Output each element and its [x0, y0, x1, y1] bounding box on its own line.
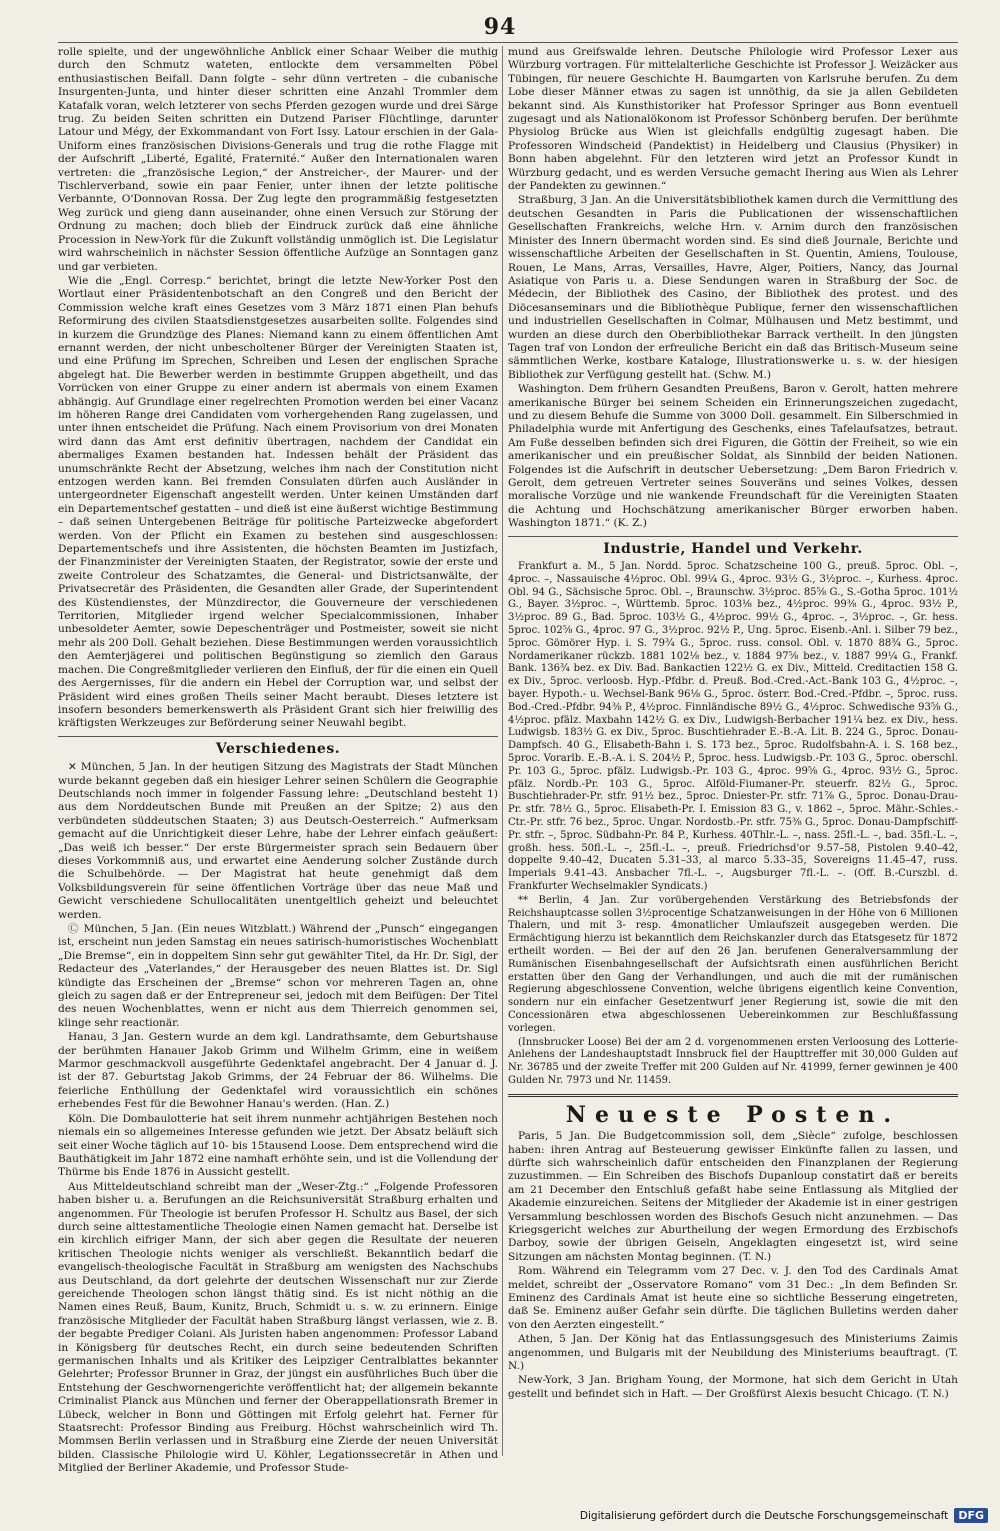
right-column — [508, 46, 958, 1486]
article-paragraph: mund aus Greifswalde lehren. Deutsche Philologie wird Professor Lexer aus Würzburg vortragen. Für mittelalterliche Geschichte ist Professor J. Weizäcker aus Tübingen, für neuere Geschichte H. Baumgarten von Karlsruhe berufen. Zu dem Lobe dieser Männer etwas zu sagen ist unnöthig, da sie ja allen Gebildeten bekannt sind. Als Kunsthistoriker hat Professor Springer aus Bonn eventuell zugesagt und als Nationalökonom ist Professor Schönberg berufen. Der berühmte Physiolog Brücke aus Wien ist gleichfalls endgültig zugesagt haben. Die Professoren Windscheid (Pandektist) in Heidelberg und Clausius (Physiker) in Bonn haben abgelehnt. Für den letzteren wird jetzt an Professor Kundt in Würzburg gedacht, und es werden Versuche gemacht Ihering aus Wien als Lehrer der Pandekten zu gewinnen.“ — [508, 46, 958, 193]
news-paragraph: New-York, 3 Jan. Brigham Young, der Mormone, hat sich dem Gericht in Utah gestellt und befindet sich in Haft. — Der Großfürst Alexis besucht Chicago. (T. N.) — [508, 1374, 958, 1400]
page-number: 94 — [483, 14, 517, 40]
article-paragraph: Ⓒ München, 5 Jan. (Ein neues Witzblatt.) Während der „Punsch“ eingegangen ist, erscheint nun jeden Samstag ein neues satirisch-humoristisches Wochenblatt „Die Bremse“, ein in doppeltem Sinn sehr gut gewählter Titel, da Hr. Dr. Sigl, der Redacteur des „Vaterlandes,“ der Herausgeber des neuen Blattes ist. Dr. Sigl kündigte das Erscheinen der „Bremse“ schon vor mehreren Tagen an, ohne gleich zu sagen daß er der Entrepreneur sei, jedoch mit dem Beifügen: Der Titel des neuen Wochenblattes, wenn er nicht aus dem Thierreich genommen sei, klinge sehr reactionär. — [58, 923, 498, 1029]
article-paragraph: rolle spielte, und der ungewöhnliche Anblick einer Schaar Weiber die muthig durch den Schmutz wateten, entlockte dem versammelten Pöbel enthusiastischen Beifall. Dann folgte – sehr dünn vertreten – die cubanische Insurgenten-Junta, und hinter dieser schritten eine Anzahl Trommler dem Katafalk voran, welch letzterer von sechs Pferden gezogen wurde und drei Särge trug. Zu beiden Seiten schritten ein Dutzend Pariser Flüchtlinge, darunter Latour und Mégy, der Exkommandant von Fort Issy. Latour erschien in der Gala-Uniform eines französischen Divisions-Generals und trug die rothe Flagge mit der Aufschrift „Liberté, Egalité, Fraternité.“ Außer den Internationalen waren vertreten: die „französische Legion,“ der Anstreicher-, der Maurer- und der Tischlerverband, sowie ein paar Fenier, unter ihnen der letzte politische Verbannte, O'Donnovan Rossa. Der Zug legte den programmäßig festgesetzten Weg zurück und gieng dann auseinander, ohne einen Versuch zur Störung der Ordnung zu machen; doch blieb der Eindruck zurück daß eine ähnliche Procession in New-York für die Zukunft vollständig unmöglich ist. Die Legislatur wird wahrscheinlich in nächster Session öffentliche Aufzüge an Sonntagen ganz und gar verbieten. — [58, 46, 498, 273]
left-column — [58, 46, 498, 1486]
article-paragraph: ✕ München, 5 Jan. In der heutigen Sitzung des Magistrats der Stadt München wurde bekannt gegeben daß ein hiesiger Lehrer seinen Schülern die Geographie Deutschlands noch immer in folgender Fassung lehre: „Deutschland besteht 1) aus dem Norddeutschen Bunde mit Preußen an der Spitze; 2) aus den verbündeten süddeutschen Staaten; 3) aus Deutsch-Oesterreich.“ Aufmerksam gemacht auf die Unrichtigkeit dieser Lehre, habe der Lehrer einfach geäußert: „Das weiß ich besser.“ Der erste Bürgermeister sprach sein Bedauern über dieses Vorkommniß aus, und erwartet eine Aenderung solcher Zustände durch die Schulbehörde. — Der Magistrat hat heute genehmigt daß dem Volksbildungsverein für seine öffentlichen Vorträge über das neue Maß und Gewicht verschiedene Schullocalitäten unentgeltlich geheizt und beleuchtet werden. — [58, 761, 498, 921]
section-heading-verschiedenes: Verschiedenes. — [215, 740, 341, 757]
header-rule — [58, 42, 958, 43]
article-paragraph: Hanau, 3 Jan. Gestern wurde an dem kgl. Landrathsamte, dem Geburtshause der berühmten Hanauer Jakob Grimm und Wilhelm Grimm, eine in weißem Marmor geschmackvoll ausgeführte Gedenktafel angebracht. Der 4 Januar d. J. ist der 87. Geburtstag Jakob Grimms, der 24 Februar der 86. Wilhelms. Die feierliche Enthüllung der Gedenktafel wird voraussichtlich ein schönes erhebendes Fest für die Bewohner Hanau's werden. (Han. Z.) — [58, 1031, 498, 1111]
footer-text: Digitalisierung gefördert durch die Deutsche Forschungsgemeinschaft — [579, 1509, 949, 1522]
article-paragraph: Köln. Die Dombaulotterie hat seit ihrem nunmehr achtjährigen Bestehen noch niemals ein so allgemeines Interesse gefunden wie jetzt. Der Absatz beläuft sich seit einer Woche täglich auf 10- bis 15tausend Loose. Dem entsprechend wird die Bauthätigkeit im Jahr 1872 eine namhaft erhöhte sein, und ist die Vollendung der Thürme bis Ende 1876 in Aussicht gestellt. — [58, 1112, 498, 1179]
dfg-logo: DFG — [954, 1508, 988, 1523]
section-rule — [508, 536, 958, 537]
news-paragraph: Athen, 5 Jan. Der König hat das Entlassungsgesuch des Ministeriums Zaimis angenommen, und Bulgaris mit der Neubildung des Ministeriums beauftragt. (T. N.) — [508, 1333, 958, 1373]
market-report — [508, 561, 958, 1088]
section-heading-industrie: Industrie, Handel und Verkehr. — [603, 540, 863, 557]
article-paragraph: Aus Mitteldeutschland schreibt man der „Weser-Ztg.:“ „Folgende Professoren haben bisher u. a. Berufungen an die Reichsuniversität Straßburg erhalten und angenommen. Für Theologie ist berufen Professor H. Schultz aus Basel, der sich durch seine alttestamentliche Theologie einen Namen gemacht hat. Derselbe ist ein kirchlich eifriger Mann, der sich aber gegen die Resultate der neueren kritischen Theologie nichts weniger als verschließt. Bekanntlich bedarf die evangelisch-theologische Facultät in Straßburg am wenigsten des Nachschubs aus Deutschland, da dort gelehrte der deutschen Wissenschaft nur zur Zierde gereichende Theologen schon längst thätig sind. Es ist nicht nöthig an die Namen eines Reuß, Baum, Kunitz, Bruch, Schmidt u. s. w. zu erinnern. Einige französische Mitglieder der Facultät haben Straßburg längst verlassen, wie z. B. der begabte Prediger Colani. Als Juristen haben angenommen: Professor Laband in Königsberg für deutsches Recht, ein durch seine bedeutenden Schriften germanischen Inhalts und als Kritiker des Leipziger Centralblattes bekannter Gelehrter; Professor Brunner in Graz, der jüngst ein ausführliches Buch über die Entstehung der Geschwornengerichte veröffentlicht hat; der allgemein bekannte Criminalist Planck aus München und ferner der Oberappellationsrath Bremer in Lübeck, welcher in Bonn und Göttingen mit Erfolg gelehrt hat. Ferner für Staatsrecht: Professor Binding aus Freiburg. Höchst wahrscheinlich wird Th. Mommsen Berlin verlassen und in Straßburg eine Zierde der neuen Universität bilden. Classische Philologie wird U. Köhler, Legationssecretär in Athen und Mitglied der Berliner Akademie, und Professor Stude- — [58, 1180, 498, 1475]
section-double-rule — [508, 1094, 958, 1097]
footer — [580, 1508, 988, 1523]
market-paragraph: ** Berlin, 4 Jan. Zur vorübergehenden Verstärkung des Betriebsfonds der Reichshauptcasse sollen 3½procentige Schatzanweisungen in der Höhe von 6 Millionen Thalern, und mit 3- resp. 4monatlicher Umlaufszeit ausgegeben werden. Die Ermächtigung hierzu ist bekanntlich dem Reichskanzler durch das Etatsgesetz für 1872 ertheilt worden. — Bei der auf den 26 Jan. berufenen Generalversammlung der Rumänischen Eisenbahngesellschaft der Aufsichtsrath einen ausführlichen Bericht erstatten über den Gang der Verhandlungen, und auch die mit der rumänischen Regierung abgeschlossene Convention, welche übrigens eigentlich keine Convention, sondern nur ein einfacher Gesetzentwurf jener Regierung ist, sowie die mit den Concessionären etwa abgeschlossenen Uebereinkommen zur Beschlußfassung vorlegen. — [508, 894, 958, 1034]
market-paragraph: Frankfurt a. M., 5 Jan. Nordd. 5proc. Schatzscheine 100 G., preuß. 5proc. Obl. –, 4proc. –, Nassauische 4½proc. Obl. 99¼ G., 4proc. 93½ G., 3½proc. –, Kurhess. 4proc. Obl. 94 G., Sächsische 5proc. Obl. –, Braunschw. 3½proc. 85⅝ G., S.-Gotha 5proc. 101½ G., Bayer. 3½proc. –, Württemb. 5proc. 103⅛ bez., 4½proc. 99⅜ G., 4proc. 93½ P., 3½proc. 89 G., Bad. 5proc. 103½ G., 4½proc. 99½ G., 4proc. –, 3½proc. –, Gr. hess. 5proc. 102⅝ G., 4proc. 97 G., 3½proc. 92½ P., Ung. 5proc. Eisenb.-Anl. i. Silber 79 bez., 5proc. Gömörer Hyp. i. S. 79¾ G., 5proc. russ. consol. Obl. v. 1870 88¾ G., 5proc. Nordamerikaner rückzb. 1881 102⅛ bez., v. 1884 97⅝ bez., v. 1887 99¼ G., Frankf. Bank. 136¾ bez. ex Div. Bad. Bankactien 122½ G. ex Div., Mitteld. Creditactien 158 G. ex Div., 5proc. verloosb. Hyp.-Pfdbr. d. Preuß. Bod.-Cred.-Act.-Bank 103 G., 4½proc. –, bayer. Hypoth.- u. Wechsel-Bank 96⅛ G., 5proc. österr. Bod.-Cred.-Pfdbr. –, 5proc. russ. Bod.-Cred.-Pfdbr. 94⅜ P., 4½proc. Finnländische 89½ G., 4½proc. Schwedische 93⅝ G., 4½proc. pfälz. Maxbahn 142½ G. ex Div., Ludwigsh-Berbacher 191¼ bez. ex Div., hess. Ludwigsb. 183½ G. ex Div., 5proc. Buschtiehrader E.-B.-A. Lit. B. 224 G., 5proc. Donau-Dampfsch. 40 G., Elisabeth-Bahn i. S. 173 bez., 5proc. Rudolfsbahn-A. i. S. 168 bez., 5proc. Vorarlb. E.-B.-A. i. S. 204½ P., 5proc. hess. Ludwigsb.-Pr. 103 G., 5proc. oberschl. Pr. 103 G., 5proc. pfälz. Ludwigsb.-Pr. 103 G., 4proc. 99⅝ G., 4proc. 93½ G., 5proc. pfälz. Nordb.-Pr. 103 G., 5proc. Alföld-Fiumaner-Pr. steuerfr. 82½ G., 5proc. Buschtiehrader-Pr. stfr. 91½ bez., 5proc. Dniester-Pr. stfr. 71⅞ G., 5proc. Donau-Drau-Pr. stfr. 78½ G., 5proc. Elisabeth-Pr. I. Emission 83 G., v. 1862 –, 5proc. Mähr.-Schles.-Ctr.-Pr. stfr. 76 bez., 5proc. Ungar. Nordostb.-Pr. stfr. 75⅜ G., 5proc. Donau-Dampfschiff-Pr. stfr. –, 5proc. Südbahn-Pr. 84 P., Kurhess. 40Thlr.-L. –, nass. 25fl.-L. –, bad. 35fl.-L. –, großh. hess. 50fl.-L. –, 25fl.-L. –, preuß. Friedrichsd'or 9.57–58, Pistolen 9.40–42, doppelte 9.40–42, Ducaten 5.31–33, al marco 5.33–35, Sovereigns 11.45–47, russ. Imperials 9.41–43. Ansbacher 7fl.-L. –, Augsburger 7fl.-L. –. (Off. B.-Curszbl. d. Frankfurter Wechselmakler Syndicats.) — [508, 561, 958, 892]
news-paragraph: Rom. Während ein Telegramm vom 27 Dec. v. J. den Tod des Cardinals Amat meldet, schreibt der „Osservatore Romano“ vom 31 Dec.: „In dem Befinden Sr. Eminenz des Cardinals Amat ist heute eine so sichtliche Besserung eingetreten, daß Se. Eminenz außer Gefahr sein dürfte. Die täglichen Bulletins werden daher von den Aerzten eingestellt.“ — [508, 1265, 958, 1331]
column-divider — [502, 46, 503, 1456]
market-paragraph: (Innsbrucker Loose) Bei der am 2 d. vorgenommenen ersten Verloosung des Lotterie-Anlehens der Landeshauptstadt Innsbruck fiel der Haupttreffer mit 30,000 Gulden auf Nr. 36785 und der zweite Treffer mit 200 Gulden auf Nr. 41999, ferner gewinnen je 400 Gulden Nr. 7973 und Nr. 11459. — [508, 1036, 958, 1086]
article-paragraph: Wie die „Engl. Corresp.“ berichtet, bringt die letzte New-Yorker Post den Wortlaut einer Präsidentenbotschaft an den Congreß und den Bericht der Commission welche kraft eines Gesetzes vom 3 März 1871 einen Plan behufs Reformirung des civilen Staatsdienstgesetzes ausarbeiten sollte. Folgendes sind in kurzem die Grundzüge des Planes: Niemand kann zu einem öffentlichen Amt ernannt werden, der nicht unbescholtener Bürger der Vereinigten Staaten ist, und eine Prüfung im Sprechen, Schreiben und Lesen der englischen Sprache abgelegt hat. Die Bewerber werden in bestimmte Gruppen abgetheilt, und das Vorrücken von einer Gruppe zu einer andern ist abermals von einem Examen abhängig. Auf Grundlage einer regelrechten Promotion werden bei einer Vacanz im höheren Range drei Candidaten vom vorhergehenden Rang zugelassen, und unter ihnen entscheidet die Prüfung. Nach einem Provisorium von drei Monaten wird dann das Amt erst definitiv übertragen, nachdem der Candidat ein abermaliges Examen bestanden hat. Indessen behält der Präsident das unumschränkte Recht der Absetzung, welches ihm nach der Constitution nicht entzogen werden kann. Bei fremden Consulaten dürfen auch Ausländer in untergeordneter Eigenschaft angestellt werden. Unter keinen Umständen darf ein Departementschef gestatten – und dieß ist eine äußerst wichtige Bestimmung – daß seinen Untergebenen Beiträge für politische Parteizwecke abgefordert werden. Von der Pflicht ein Examen zu bestehen sind ausgeschlossen: Departementschefs und ihre Assistenten, die höchsten Beamten im Justizfach, der Finanzminister der Vereinigten Staaten, der Registrator, sowie der erste und zweite Controleur des Schatzamtes, die General- und Districtsanwälte, der Privatsecretär des Präsidenten, die Gesandten aller Grade, der Superintendent des Küstendienstes, der Münzdirector, die Gouverneure der verschiedenen Territorien, Mitglieder irgend welcher Specialcommissionen, Inhaber unbesoldeter Aemter, sowie Depeschenträger und Postmeister, soweit sie nicht mehr als 200 Doll. Gehalt beziehen. Diese Bestimmungen werden voraussichtlich den Aemterjägerei und politischen Begünstigung so ziemlich den Garaus machen. Die Congreßmitglieder verlieren den Einfluß, der für die einen ein Quell des Aergernisses, für die andern ein Hebel der Corruption war, und selbst der Präsident wird eines großen Theils seiner Macht beraubt. Dieses letztere ist insofern besonders bemerkenswerth als Präsident Grant sich hier freiwillig des kräftigsten Werkzeuges zur Beförderung seiner Neuwahl begibt. — [58, 274, 498, 730]
article-paragraph: Straßburg, 3 Jan. An die Universitätsbibliothek kamen durch die Vermittlung des deutschen Gesandten in Paris die Publicationen der wissenschaftlichen Gesellschaften Frankreichs, welche Hrn. v. Arnim durch den französischen Minister des Innern übermacht worden sind. Es sind dieß Journale, Berichte und wissenschaftliche Arbeiten der Gesellschaften in St. Quentin, Amiens, Toulouse, Rouen, Le Mans, Arras, Versailles, Havre, Alger, Poitiers, Nancy, das Journal Asiatique von Paris u. a. Diese Sendungen waren in Straßburg der Soc. de Médecin, der Bibliothek des Casino, der Bibliothek des protest. und des Diöcesanseminars und die Bibliothèque Publique, ferner den wissenschaftlichen und industriellen Gesellschaften in Colmar, Mülhausen und Metz bestimmt, und wurden an diese durch den Oberbibliothekar Barrack vertheilt. In den jüngsten Tagen traf von London der erfreuliche Bericht ein daß das Britisch-Museum seine sämmtlichen Werke, kostbare Kataloge, Illustrationswerke u. s. w. der hiesigen Bibliothek zur Verfügung gestellt hat. (Schw. M.) — [508, 194, 958, 381]
news-paragraph: Paris, 5 Jan. Die Budgetcommission soll, dem „Siècle“ zufolge, beschlossen haben: ihren Antrag auf Besteuerung gewisser Einkünfte fallen zu lassen, und dürfte sich wahrscheinlich dafür entscheiden den Finanzplanen der Regierung zuzustimmen. — Ein Schreiben des Bischofs Dupanloup constatirt daß er bereits am 21 December den Entschluß gefaßt habe seine Entlassung als Mitglied der Akademie einzureichen. Seitens der Mitglieder der Akademie ist in einer gestrigen Versammlung beschlossen worden des Bischofs Gesuch nicht anzunehmen. — Das Kriegsgericht welches zur Aburtheilung der wegen Ermordung des Erzbischofs Darboy, sowie der übrigen Geiseln, Angeklagten eingesetzt ist, wird seine Sitzungen am nächsten Montag beginnen. (T. N.) — [508, 1130, 958, 1263]
section-rule — [58, 736, 498, 737]
section-heading-neueste-posten: Neueste Posten. — [565, 1101, 901, 1128]
article-paragraph: Washington. Dem frühern Gesandten Preußens, Baron v. Gerolt, hatten mehrere amerikanische Bürger bei seinem Scheiden ein Erinnerungszeichen zugedacht, und zu diesem Behufe die Summe von 3000 Doll. gesammelt. Ein Silberschmied in Philadelphia wurde mit Anfertigung des Geschenks, eines Tafelaufsatzes, betraut. Am Fuße desselben befinden sich drei Figuren, die Göttin der Freiheit, so wie ein amerikanischer und ein preußischer Soldat, als Sinnbild der beiden Nationen. Folgendes ist die Aufschrift in deutscher Uebersetzung: „Dem Baron Friedrich v. Gerolt, dem getreuen Vertreter seines Souveräns und seines Volkes, dessen moralische Vorzüge und nie wankende Freundschaft für die Vereinigten Staaten die Achtung und Hochschätzung amerikanischer Bürger erworben haben. Washington 1871.“ (K. Z.) — [508, 383, 958, 530]
